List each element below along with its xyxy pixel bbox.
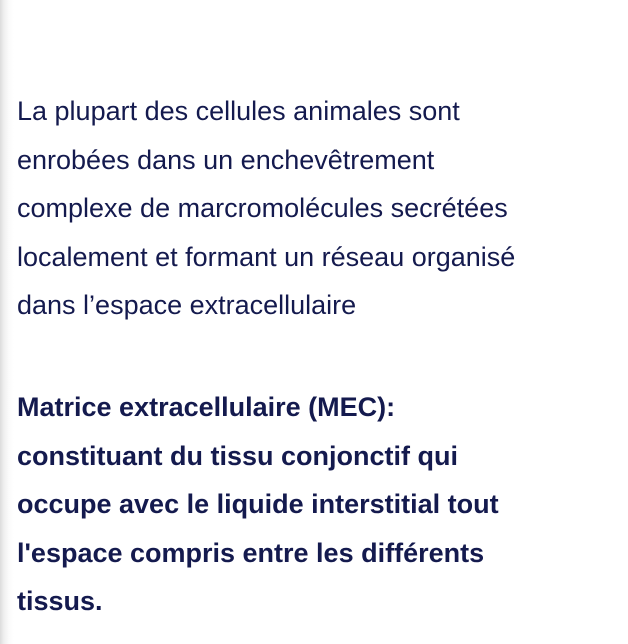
intro-line: localement et formant un réseau organisé — [17, 241, 516, 272]
definition-line: occupe avec le liquide interstitial tout — [17, 489, 499, 520]
definition-line: l'espace compris entre les différents — [17, 537, 485, 568]
definition-line: tissus. — [17, 586, 103, 617]
intro-line: dans l’espace extracellulaire — [17, 290, 357, 321]
definition-line: constituant du tissu conjonctif qui — [17, 440, 458, 471]
intro-line: complexe de marcromolécules secrétées — [17, 193, 508, 224]
intro-line: enrobées dans un enchevêtrement — [17, 144, 435, 175]
definition-line: Matrice extracellulaire (MEC): — [17, 392, 396, 422]
definition-paragraph — [17, 383, 499, 626]
intro-line: La plupart des cellules animales sont — [17, 96, 460, 126]
intro-paragraph — [17, 87, 515, 330]
